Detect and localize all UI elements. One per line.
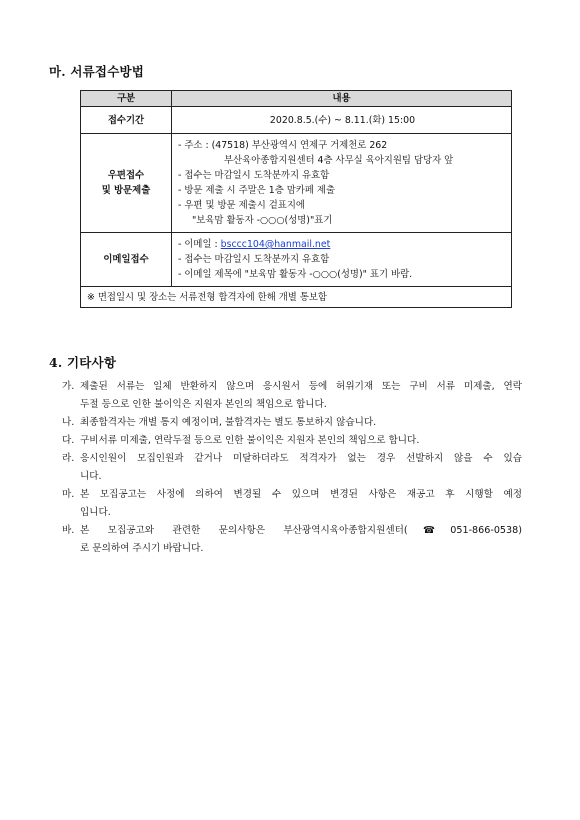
list-item-text: 본 모집공고와 관련한 문의사항은 부산광역시육아종합지원센터(☎051-866-0538) bbox=[80, 525, 522, 536]
email-label: 이메일접수 bbox=[81, 233, 172, 287]
list-item-continuation: 니다. bbox=[80, 471, 102, 482]
table-header-row bbox=[81, 91, 512, 107]
list-item bbox=[62, 378, 522, 396]
list-item-text: 제출된 서류는 일체 반환하지 않으며 응시원서 등에 허위기재 또는 구비 서류 미제출, 연락 bbox=[80, 381, 522, 392]
other-matters-list bbox=[62, 378, 522, 558]
post-label bbox=[81, 134, 172, 233]
list-item-marker: 다. bbox=[62, 435, 75, 446]
post-label-line2: 및 방문제출 bbox=[101, 185, 151, 196]
post-line: 부산육아종합지원센터 4층 사무실 육아지원팀 담당자 앞 bbox=[224, 155, 454, 166]
post-line: "보육맘 활동자 -○○○(성명)"표기 bbox=[192, 215, 333, 226]
email-address-link[interactable]: bsccc104@hanmail.net bbox=[220, 239, 331, 250]
list-item-marker: 마. bbox=[62, 489, 75, 500]
list-item-marker: 라. bbox=[62, 453, 75, 464]
list-item-continuation: 로 문의하여 주시기 바랍니다. bbox=[80, 543, 204, 554]
list-item-text: 최종합격자는 개별 통지 예정이며, 불합격자는 별도 통보하지 않습니다. bbox=[80, 417, 377, 428]
header-content: 내용 bbox=[172, 91, 512, 107]
list-item-marker: 나. bbox=[62, 417, 75, 428]
list-item bbox=[62, 414, 522, 432]
section-title-application-method: 마. 서류접수방법 bbox=[49, 64, 145, 79]
section-title-other-matters: 4. 기타사항 bbox=[49, 355, 117, 370]
email-line: - 접수는 마감일시 도착분까지 유효함 bbox=[178, 254, 330, 265]
list-item bbox=[62, 450, 522, 468]
interview-note: ※ 면접일시 및 장소는 서류전형 합격자에 한해 개별 통보함 bbox=[81, 287, 512, 308]
list-item-marker: 바. bbox=[62, 525, 75, 536]
post-content bbox=[172, 134, 512, 233]
list-item bbox=[62, 486, 522, 504]
table-row-note bbox=[81, 287, 512, 308]
email-prefix: - 이메일 : bbox=[178, 239, 221, 250]
email-address-line bbox=[178, 237, 507, 252]
email-content bbox=[172, 233, 512, 287]
list-item bbox=[62, 522, 522, 540]
table-row-email bbox=[81, 233, 512, 287]
list-item-marker: 가. bbox=[62, 381, 75, 392]
post-line: - 방문 제출 시 주말은 1층 맘카페 제출 bbox=[178, 185, 335, 196]
post-line: - 주소 : (47518) 부산광역시 연제구 거제천로 262 bbox=[178, 140, 388, 151]
list-item-continuation: 두절 등으로 인한 불이익은 지원자 본인의 책임으로 합니다. bbox=[80, 399, 327, 410]
application-method-table bbox=[80, 90, 512, 308]
post-line: - 우편 및 방문 제출시 겉표지에 bbox=[178, 200, 305, 211]
period-label: 접수기간 bbox=[81, 107, 172, 134]
post-line: - 접수는 마감일시 도착분까지 유효함 bbox=[178, 170, 330, 181]
list-item bbox=[62, 432, 522, 450]
header-category: 구분 bbox=[81, 91, 172, 107]
list-item-text: 구비서류 미제출, 연락두절 등으로 인한 불이익은 지원자 본인의 책임으로 합니다. bbox=[80, 435, 420, 446]
list-item-text: 본 모집공고는 사정에 의하여 변경될 수 있으며 변경된 사항은 재공고 후 시행할 예정 bbox=[80, 489, 522, 500]
email-line: - 이메일 제목에 "보육맘 활동자 -○○○(성명)" 표기 바람. bbox=[178, 269, 413, 280]
table-row-period bbox=[81, 107, 512, 134]
table-row-post bbox=[81, 134, 512, 233]
list-item-continuation: 입니다. bbox=[80, 507, 111, 518]
list-item-text: 응시인원이 모집인원과 같거나 미달하더라도 적격자가 없는 경우 선발하지 않을 수 있습 bbox=[80, 453, 522, 464]
period-value: 2020.8.5.(수) ~ 8.11.(화) 15:00 bbox=[172, 107, 512, 134]
post-label-line1: 우편접수 bbox=[107, 170, 145, 181]
